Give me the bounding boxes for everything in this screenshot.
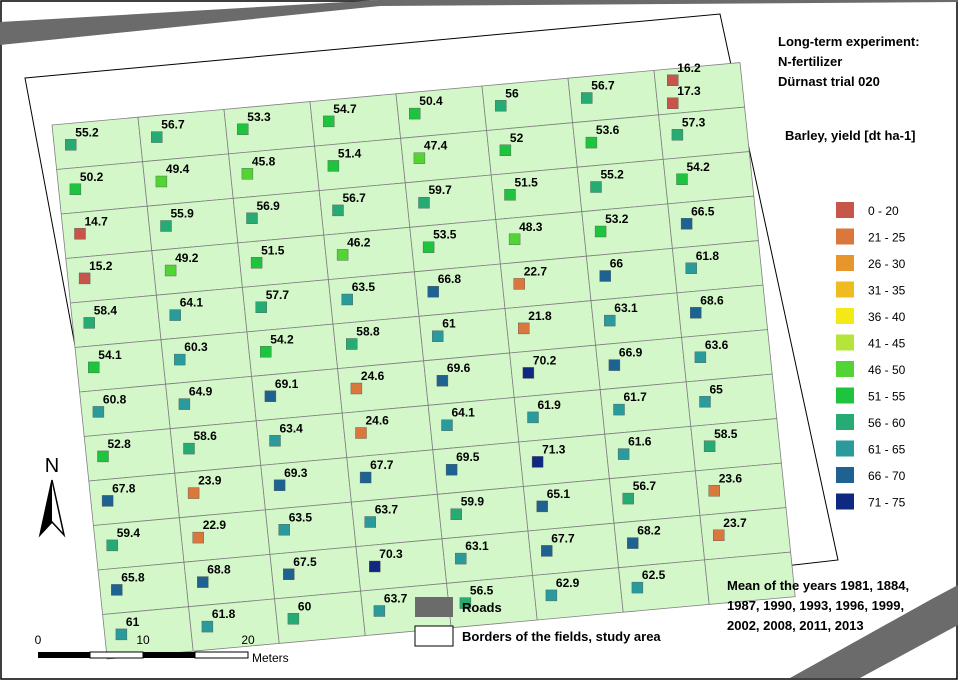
yield-marker xyxy=(188,488,199,499)
yield-label: 63.6 xyxy=(704,337,729,352)
yield-marker xyxy=(700,396,711,407)
yield-marker xyxy=(432,331,443,342)
legend-swatch xyxy=(836,414,854,430)
years-note-line-1: Mean of the years 1981, 1884, xyxy=(727,578,910,593)
yield-marker xyxy=(446,464,457,475)
yield-marker xyxy=(695,352,706,363)
yield-label: 60.8 xyxy=(102,392,127,407)
yield-marker xyxy=(202,621,213,632)
legend-swatch xyxy=(836,255,854,271)
crop-label: Barley, yield [dt ha-1] xyxy=(785,128,916,143)
legend-label: 31 - 35 xyxy=(868,283,906,298)
yield-label: 64.9 xyxy=(188,384,213,399)
yield-marker xyxy=(161,221,172,232)
yield-label: 48.3 xyxy=(519,219,543,234)
yield-marker xyxy=(279,524,290,535)
yield-label: 60.3 xyxy=(184,340,208,355)
yield-label: 54.7 xyxy=(333,101,357,116)
yield-label: 51.5 xyxy=(261,243,285,258)
yield-label: 23.7 xyxy=(723,515,747,530)
yield-marker xyxy=(523,367,534,378)
yield-label: 62.9 xyxy=(555,575,580,590)
yield-marker xyxy=(632,582,643,593)
yield-marker xyxy=(423,242,434,253)
yield-label: 63.5 xyxy=(288,510,313,525)
yield-label: 22.9 xyxy=(202,518,227,533)
yield-marker xyxy=(342,294,353,305)
yield-marker xyxy=(514,278,525,289)
yield-marker xyxy=(532,456,543,467)
yield-label: 56 xyxy=(505,86,519,101)
yield-label: 66.8 xyxy=(437,272,462,287)
north-label: N xyxy=(44,455,60,477)
yield-marker xyxy=(333,205,344,216)
yield-label: 54.2 xyxy=(686,159,710,174)
yield-label: 69.3 xyxy=(284,465,308,480)
yield-marker xyxy=(509,234,520,245)
yield-label: 66 xyxy=(609,256,624,271)
plots-layer xyxy=(52,61,795,659)
yield-label: 62.5 xyxy=(641,568,666,583)
yield-marker xyxy=(116,629,127,640)
yield-label: 52 xyxy=(509,130,524,145)
yield-marker xyxy=(242,168,253,179)
yield-label: 70.3 xyxy=(379,547,403,561)
yield-label: 53.6 xyxy=(595,123,620,138)
yield-label: 69.6 xyxy=(446,361,471,376)
scale-seg-4 xyxy=(195,652,248,658)
yield-marker xyxy=(323,116,334,127)
yield-label: 70.2 xyxy=(532,353,557,368)
yield-marker xyxy=(151,132,162,143)
yield-label: 65 xyxy=(709,382,723,397)
yield-label: 61 xyxy=(442,316,456,331)
borders-key-label: Borders of the fields, study area xyxy=(462,629,661,644)
yield-label: 69.1 xyxy=(274,376,299,391)
yield-marker xyxy=(237,124,248,135)
yield-label: 51.4 xyxy=(337,146,362,161)
yield-label: 61.9 xyxy=(537,397,561,412)
yield-label: 63.7 xyxy=(383,591,408,606)
yield-label: 68.8 xyxy=(207,562,231,577)
yield-marker xyxy=(586,137,597,148)
yield-label: 52.8 xyxy=(107,436,131,451)
yield-marker xyxy=(686,263,697,274)
yield-marker xyxy=(356,428,367,439)
yield-label: 53.2 xyxy=(605,212,629,226)
yield-marker xyxy=(609,360,620,371)
yield-marker xyxy=(581,93,592,104)
yield-label: 56.7 xyxy=(632,479,657,494)
yield-label: 57.3 xyxy=(681,115,706,130)
yield-marker xyxy=(365,517,376,528)
yield-label: 54.1 xyxy=(98,347,122,362)
yield-label: 67.5 xyxy=(293,554,317,569)
legend-label: 46 - 50 xyxy=(868,363,906,377)
legend-swatch xyxy=(836,494,854,510)
legend-label: 51 - 55 xyxy=(868,389,906,404)
title-line-1: Long-term experiment: xyxy=(778,34,920,49)
yield-label: 17.3 xyxy=(677,83,701,98)
yield-label: 64.1 xyxy=(451,405,475,420)
yield-label: 55.2 xyxy=(75,125,99,140)
yield-label: 55.9 xyxy=(170,206,194,221)
yield-marker xyxy=(437,375,448,386)
yield-marker xyxy=(274,480,285,491)
yield-label: 53.5 xyxy=(433,227,457,242)
legend-label: 61 - 65 xyxy=(868,442,906,457)
legend-swatch xyxy=(836,467,854,483)
yield-marker xyxy=(374,606,385,617)
yield-label: 23.6 xyxy=(718,471,743,486)
scale-seg-1 xyxy=(38,652,90,658)
yield-label: 63.7 xyxy=(374,502,399,517)
yield-label: 68.6 xyxy=(700,293,724,308)
yield-marker xyxy=(428,286,439,297)
yield-marker xyxy=(505,189,516,200)
yield-label: 58.5 xyxy=(714,426,738,441)
yield-marker xyxy=(369,561,380,572)
yield-label: 56.7 xyxy=(342,190,366,205)
yield-marker xyxy=(627,538,638,549)
yield-marker xyxy=(283,569,294,580)
yield-marker xyxy=(346,339,357,350)
yield-label: 15.2 xyxy=(89,258,113,273)
yield-label: 24.6 xyxy=(365,413,389,428)
roads-key-label: Roads xyxy=(462,600,502,615)
yield-label: 59.7 xyxy=(428,183,452,198)
yield-marker xyxy=(604,315,615,326)
yield-label: 14.7 xyxy=(84,214,108,229)
yield-marker xyxy=(618,449,629,460)
legend-swatch xyxy=(836,308,854,324)
yield-marker xyxy=(495,100,506,111)
yield-marker xyxy=(537,501,548,512)
yield-label: 53.3 xyxy=(247,109,271,124)
yield-label: 68.2 xyxy=(637,523,661,538)
legend-swatch xyxy=(836,361,854,377)
scale-tick-20: 20 xyxy=(241,633,255,647)
yield-marker xyxy=(595,226,606,237)
legend-label: 36 - 40 xyxy=(868,310,906,324)
yield-marker xyxy=(667,98,678,109)
yield-label: 45.8 xyxy=(251,154,276,169)
yield-marker xyxy=(672,129,683,140)
yield-marker xyxy=(156,176,167,187)
borders-swatch xyxy=(415,626,453,646)
yield-marker xyxy=(193,532,204,543)
yield-marker xyxy=(251,257,262,268)
yield-marker xyxy=(288,613,299,624)
yield-label: 58.8 xyxy=(356,324,380,339)
yield-label: 65.8 xyxy=(121,570,145,585)
yield-marker xyxy=(79,273,90,284)
yield-marker xyxy=(260,346,271,357)
legend-swatch xyxy=(836,441,854,457)
yield-label: 49.4 xyxy=(165,162,190,176)
yield-marker xyxy=(451,509,462,520)
legend-swatch xyxy=(836,282,854,298)
yield-marker xyxy=(414,153,425,164)
yield-marker xyxy=(197,577,208,588)
legend-label: 21 - 25 xyxy=(868,230,906,245)
yield-label: 67.7 xyxy=(551,531,575,546)
legend-swatch xyxy=(836,388,854,404)
yield-label: 56.5 xyxy=(469,583,494,598)
yield-label: 67.8 xyxy=(112,481,136,496)
yield-label: 55.2 xyxy=(600,167,624,182)
yield-marker xyxy=(713,530,724,541)
yield-label: 69.5 xyxy=(456,450,480,465)
yield-marker xyxy=(677,174,688,185)
yield-label: 54.2 xyxy=(270,332,294,347)
yield-marker xyxy=(709,485,720,496)
yield-label: 57.7 xyxy=(265,287,290,302)
legend-label: 0 - 20 xyxy=(868,204,899,218)
yield-label: 23.9 xyxy=(198,473,222,488)
yield-marker xyxy=(409,108,420,119)
yield-marker xyxy=(98,451,109,462)
yield-label: 66.9 xyxy=(618,345,643,360)
title-line-2: N-fertilizer xyxy=(778,54,843,69)
yield-label: 49.2 xyxy=(175,251,199,265)
yield-marker xyxy=(704,441,715,452)
yield-marker xyxy=(541,545,552,556)
yield-label: 58.6 xyxy=(193,429,217,444)
yield-marker xyxy=(442,420,453,431)
yield-label: 59.9 xyxy=(460,494,485,509)
yield-marker xyxy=(88,362,99,373)
yield-marker xyxy=(419,197,430,208)
yield-label: 63.1 xyxy=(465,539,489,554)
yield-marker xyxy=(107,540,118,551)
yield-label: 61.6 xyxy=(628,434,652,449)
yield-marker xyxy=(174,354,185,365)
yield-marker xyxy=(518,323,529,334)
yield-label: 50.2 xyxy=(79,169,104,184)
yield-label: 64.1 xyxy=(179,295,204,310)
yield-marker xyxy=(93,406,104,417)
yield-label: 24.6 xyxy=(360,369,385,383)
yield-label: 56.9 xyxy=(256,198,280,213)
yield-marker xyxy=(328,160,339,171)
yield-marker xyxy=(270,435,281,446)
yield-marker xyxy=(170,310,181,321)
yield-label: 63.5 xyxy=(351,280,376,294)
yield-label: 61.8 xyxy=(211,607,236,622)
legend-swatch xyxy=(836,202,854,218)
legend-label: 56 - 60 xyxy=(868,416,906,430)
yield-label: 50.4 xyxy=(419,94,443,109)
yield-marker xyxy=(65,139,76,150)
yield-label: 58.4 xyxy=(93,303,118,318)
title-line-3: Dürnast trial 020 xyxy=(778,74,880,89)
legend-swatch xyxy=(836,335,854,351)
yield-label: 63.4 xyxy=(279,421,303,436)
yield-marker xyxy=(500,145,511,156)
yield-label: 59.4 xyxy=(116,525,141,540)
yield-label: 56.7 xyxy=(591,78,615,93)
yield-marker xyxy=(102,495,113,506)
yield-label: 63.1 xyxy=(614,301,638,316)
yield-label: 61.8 xyxy=(695,248,720,263)
legend-swatch xyxy=(836,229,854,245)
yield-label: 66.5 xyxy=(691,204,715,219)
yield-marker xyxy=(70,184,81,195)
yield-label: 46.2 xyxy=(347,235,371,250)
roads-swatch xyxy=(415,597,453,617)
yield-label: 67.7 xyxy=(370,458,394,472)
yield-marker xyxy=(690,307,701,318)
yield-label: 60 xyxy=(297,599,312,614)
scale-tick-0: 0 xyxy=(34,633,42,647)
yield-label: 61 xyxy=(125,614,140,629)
yield-marker xyxy=(546,590,557,601)
yield-label: 21.8 xyxy=(528,308,552,323)
yield-marker xyxy=(84,317,95,328)
yield-marker xyxy=(455,553,466,564)
yield-label: 16.2 xyxy=(677,60,701,75)
yield-marker xyxy=(614,404,625,415)
scale-seg-3 xyxy=(143,652,195,658)
yield-label: 61.7 xyxy=(623,390,647,405)
years-note-line-3: 2002, 2008, 2011, 2013 xyxy=(727,618,864,633)
yield-marker xyxy=(75,228,86,239)
yield-label: 65.1 xyxy=(546,486,571,501)
yield-marker xyxy=(184,443,195,454)
scale-tick-10: 10 xyxy=(136,633,150,647)
yield-marker xyxy=(591,182,602,193)
yield-marker xyxy=(681,218,692,229)
scale-seg-2 xyxy=(90,652,143,658)
yield-marker xyxy=(165,265,176,276)
yield-marker xyxy=(600,271,611,282)
scale-unit: Meters xyxy=(252,651,289,665)
yield-marker xyxy=(351,383,362,394)
legend-label: 26 - 30 xyxy=(868,257,906,271)
legend-label: 71 - 75 xyxy=(868,495,906,510)
yield-marker xyxy=(111,584,122,595)
yield-label: 56.7 xyxy=(161,117,185,132)
yield-marker xyxy=(360,472,371,483)
yield-marker xyxy=(337,249,348,260)
yield-marker xyxy=(528,412,539,423)
yield-label: 47.4 xyxy=(423,138,448,153)
legend-label: 41 - 45 xyxy=(868,336,906,351)
yield-label: 71.3 xyxy=(542,442,566,457)
yield-marker xyxy=(247,213,258,224)
years-note-line-2: 1987, 1990, 1993, 1996, 1999, xyxy=(727,598,905,613)
yield-label: 22.7 xyxy=(523,264,548,279)
legend-label: 66 - 70 xyxy=(868,469,906,483)
yield-label: 51.5 xyxy=(514,175,538,190)
yield-marker xyxy=(265,391,276,402)
yield-marker xyxy=(179,399,190,410)
yield-marker xyxy=(623,493,634,504)
yield-marker xyxy=(256,302,267,313)
